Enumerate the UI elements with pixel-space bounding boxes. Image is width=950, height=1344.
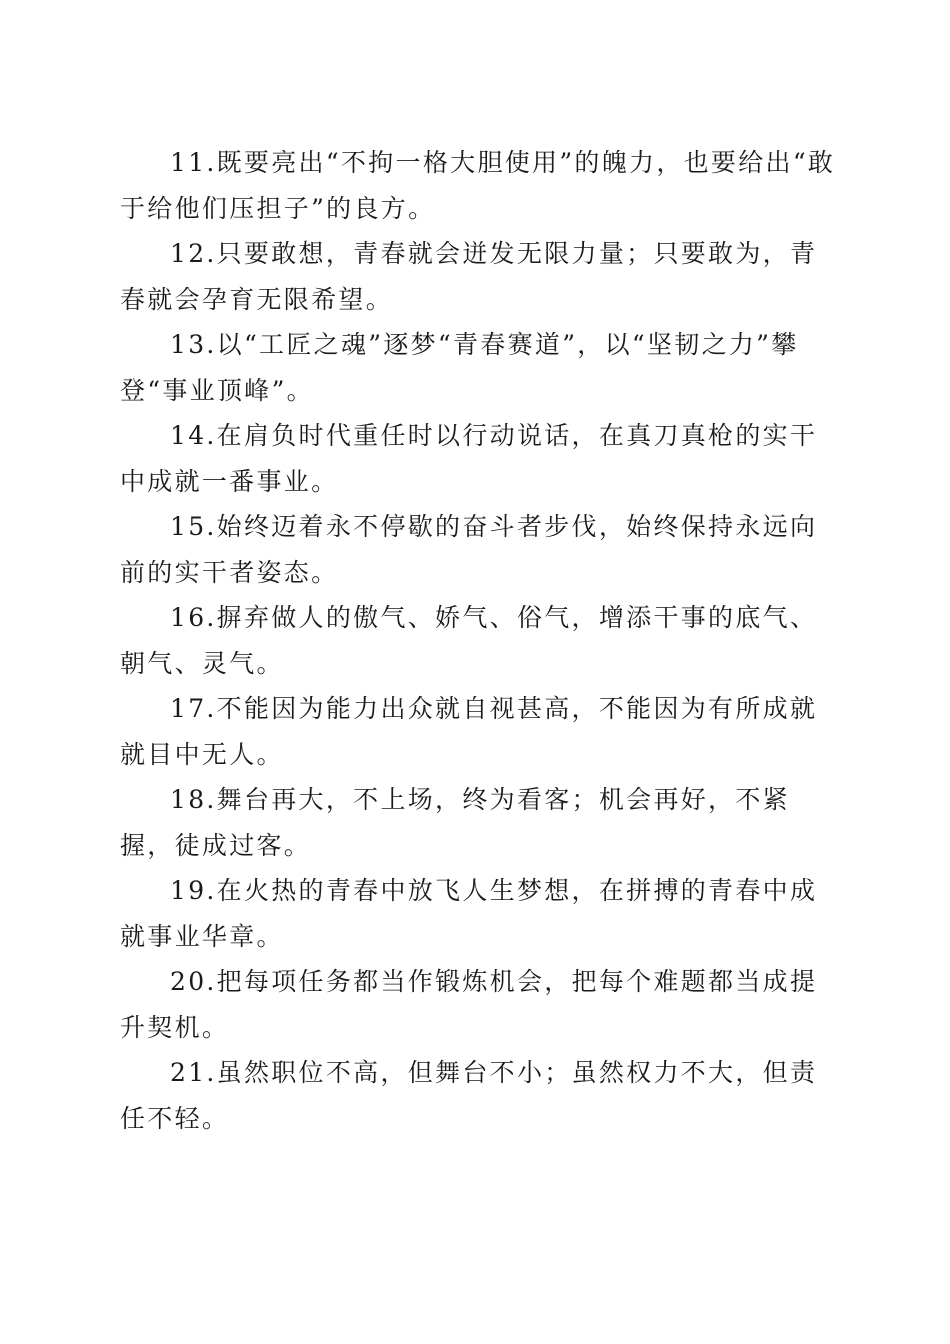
document-body: [120, 140, 840, 1141]
paragraph-12: 12.只要敢想，青春就会迸发无限力量；只要敢为，青春就会孕育无限希望。: [120, 239, 818, 314]
paragraph-15: 15.始终迈着永不停歇的奋斗者步伐，始终保持永远向前的实干者姿态。: [120, 512, 818, 587]
paragraph-11: 11.既要亮出“不拘一格大胆使用”的魄力，也要给出“敢于给他们压担子”的良方。: [120, 148, 836, 223]
paragraph-14: 14.在肩负时代重任时以行动说话，在真刀真枪的实干中成就一番事业。: [120, 421, 818, 496]
paragraph-20: 20.把每项任务都当作锻炼机会，把每个难题都当成提升契机。: [120, 967, 818, 1042]
paragraph-16: 16.摒弃做人的傲气、娇气、俗气，增添干事的底气、朝气、灵气。: [120, 603, 818, 678]
paragraph-17: 17.不能因为能力出众就自视甚高，不能因为有所成就就目中无人。: [120, 694, 818, 769]
paragraph-18: 18.舞台再大，不上场，终为看客；机会再好，不紧握，徒成过客。: [120, 785, 790, 860]
paragraph-13: 13.以“工匠之魂”逐梦“青春赛道”，以“坚韧之力”攀登“事业顶峰”。: [120, 330, 799, 405]
paragraph-19: 19.在火热的青春中放飞人生梦想，在拼搏的青春中成就事业华章。: [120, 876, 818, 951]
paragraph-21: 21.虽然职位不高，但舞台不小；虽然权力不大，但责任不轻。: [120, 1058, 818, 1133]
